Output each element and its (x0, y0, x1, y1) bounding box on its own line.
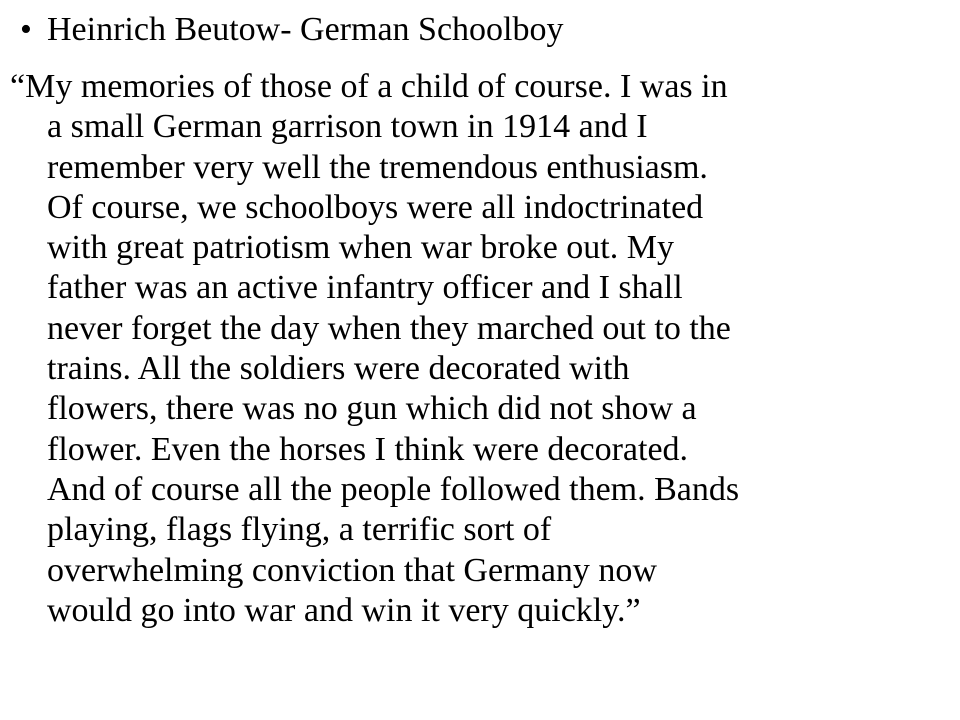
quote-block (10, 67, 940, 631)
quote-line: flower. Even the horses I think were decorated. (47, 430, 689, 468)
bullet-icon: • (20, 11, 32, 48)
heading-bullet-item (20, 10, 940, 50)
quote-line: remember very well the tremendous enthusiasm. (47, 148, 708, 186)
quote-line: “My memories of those of a child of course. I was in (10, 68, 728, 105)
quote-line: overwhelming conviction that Germany now (47, 551, 657, 589)
quote-line: playing, flags flying, a terrific sort of (47, 511, 552, 549)
quote-line: trains. All the soldiers were decorated with (47, 350, 630, 388)
quote-line: Of course, we schoolboys were all indoctrinated (47, 188, 704, 226)
quote-line: a small German garrison town in 1914 and I (47, 108, 648, 146)
heading-text: Heinrich Beutow- German Schoolboy (47, 11, 564, 48)
quote-line: flowers, there was no gun which did not show a (47, 390, 697, 428)
quote-line: father was an active infantry officer and I shall (47, 269, 683, 307)
quote-line: And of course all the people followed them. Bands (47, 470, 740, 508)
quote-line: would go into war and win it very quickly.” (47, 591, 641, 629)
quote-line: never forget the day when they marched out to the (47, 309, 731, 347)
quote-line: with great patriotism when war broke out. My (47, 229, 674, 267)
